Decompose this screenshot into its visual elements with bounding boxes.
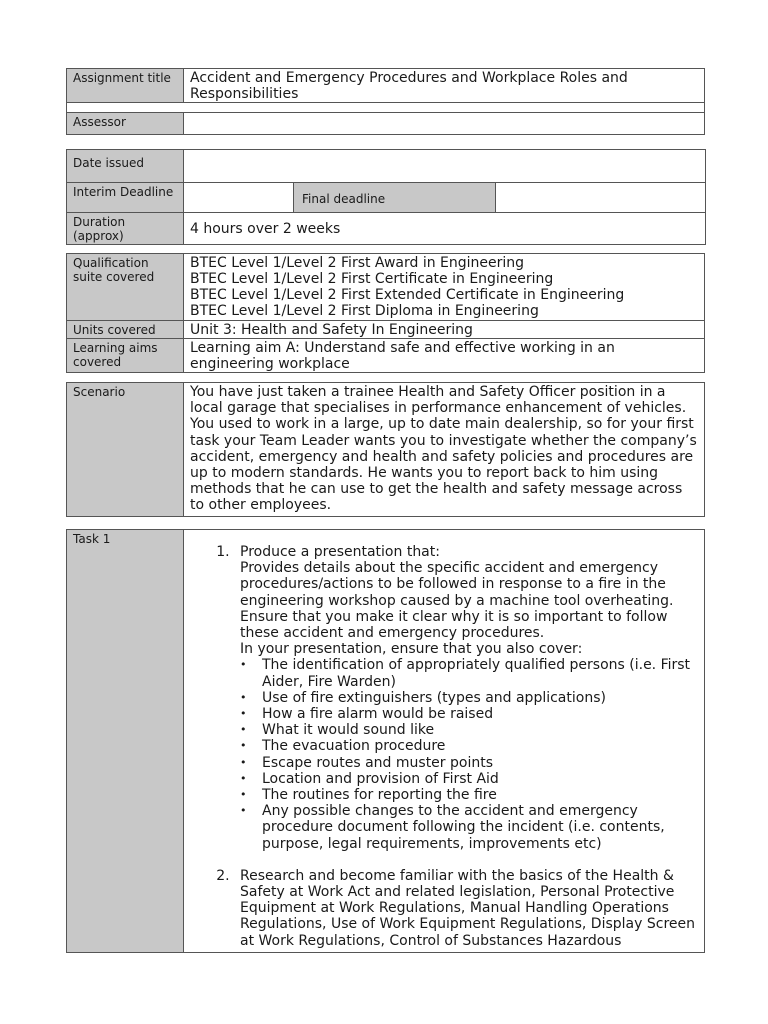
scenario-text: You have just taken a trainee Health and Safety Officer position in a local garage that specialises in performance enhancement of vehicles. You used to work in a large, up to date main dealership, so for your first task your Team Leader wants you to investigate whether the company’s accident, emergency and health and safety policies and procedures are up to modern standards. He wants you to report back to him using methods that he can use to get the health and safety message across to other employees. [184,383,705,517]
qualification-line: BTEC Level 1/Level 2 First Award in Engineering [190,255,525,271]
interim-deadline-value [184,183,294,213]
bullet-item: • The evacuation procedure [262,738,704,754]
bullet-item: • What it would sound like [262,722,704,738]
bullet-item: • Location and provision of First Aid [262,771,704,787]
assignment-title-value [184,69,705,103]
scenario-label: Scenario [67,383,184,517]
task1-bullet-list [240,657,704,851]
task1-body: Provides details about the specific accident and emergency procedures/actions to be followed in response to a fire in the engineering workshop caused by a machine tool overheating. Ensure that you make it clear why it is so important to follow these accident and emergency procedures. [240,560,674,642]
final-deadline-label: Final deadline [294,183,496,213]
qualification-suite-label: Qualification suite covered [67,254,184,321]
scenario-table [66,382,705,517]
bullet-item: • The routines for reporting the fire [262,787,704,803]
units-covered-label: Units covered [67,321,184,339]
bullet-item: • Any possible changes to the accident and emergency procedure document following the incident (i.e. contents, purpose, legal requirements, improvements etc) [262,803,704,852]
qualification-line: BTEC Level 1/Level 2 First Extended Certificate in Engineering [190,287,625,303]
task1-cover: In your presentation, ensure that you also cover: [240,641,583,658]
final-deadline-value [496,183,706,213]
task1-intro: 1. Produce a presentation that: [240,544,440,560]
task1-content [184,530,705,953]
bullet-item: • Use of fire extinguishers (types and applications) [262,690,704,706]
date-issued-label: Date issued [67,150,184,183]
interim-deadline-label: Interim Deadline [67,183,184,213]
task2-text: Research and become familiar with the basics of the Health & Safety at Work Act and related legislation, Personal Protective Equipment at Work Regulations, Manual Handling Operations Regulations, Use of Work Equipment Regulations, Display Screen at Work Regulations, Control of Substances Hazardous [240,867,695,949]
qualification-suite-value [184,254,705,321]
task-list [184,544,704,949]
duration-value: 4 hours over 2 weeks [184,213,706,245]
qualification-line: BTEC Level 1/Level 2 First Certificate in Engineering [190,271,554,287]
bullet-item: • The identification of appropriately qualified persons (i.e. First Aider, Fire Warden) [262,657,704,689]
task1-label: Task 1 [67,530,184,953]
dates-table [66,149,706,245]
learning-aims-value: Learning aim A: Understand safe and effective working in an engineering workplace [184,339,705,373]
units-covered-value: Unit 3: Health and Safety In Engineering [184,321,705,339]
assessor-label: Assessor [67,113,184,135]
bullet-item: • Escape routes and muster points [262,755,704,771]
assignment-title-label: Assignment title [67,69,184,103]
assessor-value [184,113,705,135]
spacer-row [67,103,705,113]
qualification-table [66,253,705,373]
task-item-1 [234,544,704,852]
assignment-title-line: Responsibilities [190,86,299,102]
date-issued-value [184,150,706,183]
qualification-line: BTEC Level 1/Level 2 First Diploma in Engineering [190,303,539,319]
duration-label: Duration (approx) [67,213,184,245]
task-item-2 [234,868,704,949]
learning-aims-label: Learning aims covered [67,339,184,373]
assignment-title-line: Accident and Emergency Procedures and Workplace Roles and [190,70,628,86]
task-table [66,529,705,953]
bullet-item: • How a fire alarm would be raised [262,706,704,722]
assignment-table [66,68,705,135]
